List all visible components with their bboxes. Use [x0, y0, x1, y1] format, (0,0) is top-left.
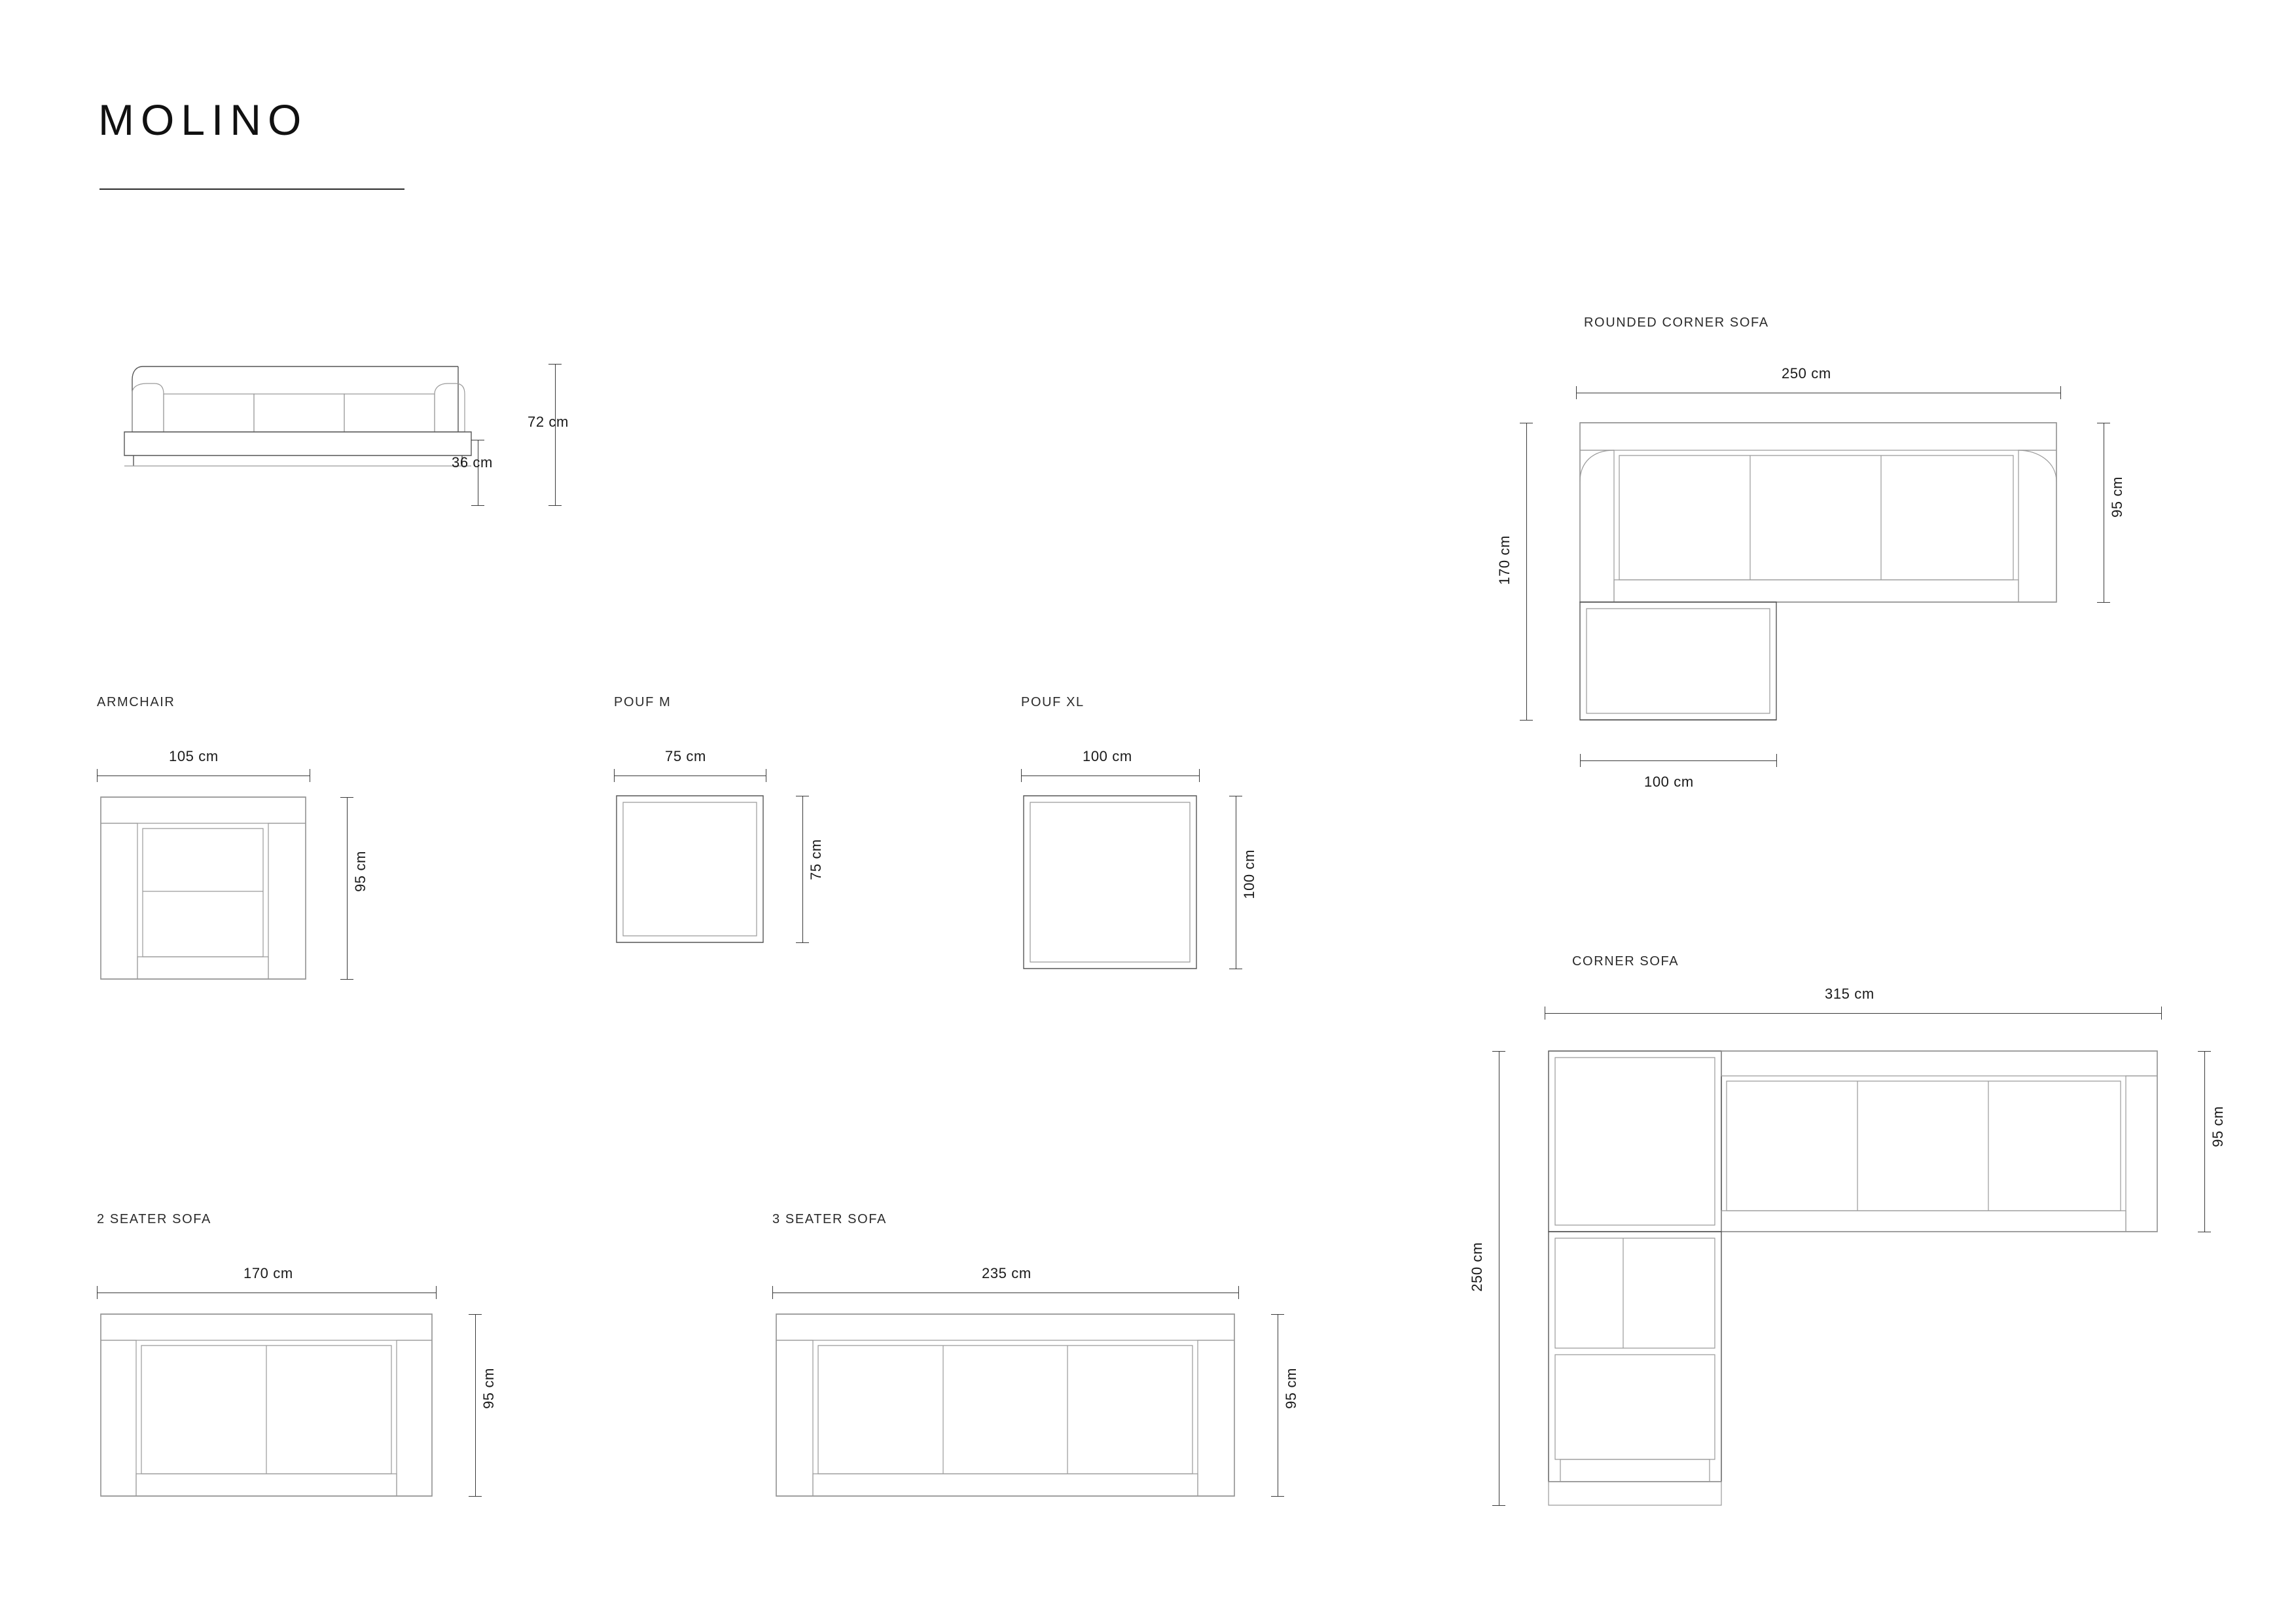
pouf-m-depth-tick-bottom: [796, 942, 809, 943]
rounded-corner-width: 250 cm: [1782, 365, 1831, 382]
pouf-m-label: POUF M: [614, 695, 672, 709]
armchair-depth-tick-bottom: [340, 979, 353, 980]
sofa-2-depth-line: [475, 1314, 476, 1496]
pouf-m-drawing: [614, 793, 766, 945]
sofa-3-depth-tick-bottom: [1271, 1496, 1284, 1497]
sofa-2-width-tick-left: [97, 1286, 98, 1299]
corner-sofa-back-depth-tick-top: [2198, 1051, 2211, 1052]
rounded-corner-back-depth-tick-bottom: [2097, 602, 2110, 603]
pouf-xl-width-tick-right: [1199, 769, 1200, 782]
corner-sofa-label: CORNER SOFA: [1572, 954, 1679, 969]
armchair-depth: 95 cm: [352, 851, 368, 892]
armchair-width-tick-left: [97, 769, 98, 782]
corner-sofa-width-line: [1545, 1013, 2161, 1014]
pouf-xl-width: 100 cm: [1083, 748, 1132, 764]
corner-sofa-back-depth-line: [2204, 1051, 2205, 1232]
rounded-corner-back-depth: 95 cm: [2109, 476, 2125, 518]
rounded-corner-width-tick-left: [1576, 386, 1577, 399]
sofa-2-width-tick-right: [436, 1286, 437, 1299]
sofa-3-width-tick-left: [772, 1286, 773, 1299]
sofa-3-depth: 95 cm: [1283, 1368, 1299, 1409]
sofa-3-width-tick-right: [1238, 1286, 1239, 1299]
rounded-corner-chaise-tick-right: [1776, 754, 1777, 767]
side-view-seat-height: 36 cm: [452, 454, 493, 471]
pouf-xl-depth: 100 cm: [1241, 849, 1257, 899]
armchair-width: 105 cm: [169, 748, 219, 764]
armchair-label: ARMCHAIR: [97, 695, 175, 709]
title-underline: [99, 188, 404, 190]
rounded-corner-depth: 170 cm: [1496, 535, 1513, 585]
pouf-m-width-tick-left: [614, 769, 615, 782]
pouf-m-width: 75 cm: [665, 748, 706, 764]
corner-sofa-width: 315 cm: [1825, 986, 1874, 1002]
sofa-2-depth: 95 cm: [480, 1368, 497, 1409]
side-view-drawing: [92, 353, 458, 497]
sofa-2-depth-tick-top: [469, 1314, 482, 1315]
rounded-corner-chaise-width: 100 cm: [1644, 774, 1694, 790]
seat-height-tick-bottom: [471, 505, 484, 506]
sofa-2-depth-tick-bottom: [469, 1496, 482, 1497]
side-view-height-line: [555, 364, 556, 505]
armchair-depth-tick-top: [340, 797, 353, 798]
pouf-m-depth-line: [802, 796, 803, 942]
corner-sofa-width-tick-right: [2161, 1007, 2162, 1020]
sofa-3-depth-tick-top: [1271, 1314, 1284, 1315]
pouf-xl-width-tick-left: [1021, 769, 1022, 782]
corner-sofa-drawing: [1545, 1047, 2161, 1512]
side-view-height-tick-bottom: [548, 505, 562, 506]
sofa-2-drawing: [97, 1310, 436, 1500]
corner-sofa-depth-tick-bottom: [1492, 1505, 1505, 1506]
sofa-2-width: 170 cm: [243, 1265, 293, 1281]
page-title: MOLINO: [98, 96, 308, 144]
armchair-depth-line: [347, 797, 348, 979]
corner-sofa-depth: 250 cm: [1469, 1242, 1485, 1292]
rounded-corner-sofa-label: ROUNDED CORNER SOFA: [1584, 315, 1769, 330]
side-view-height-tick-top: [548, 364, 562, 365]
corner-sofa-back-depth: 95 cm: [2210, 1106, 2226, 1147]
rounded-corner-width-tick-right: [2060, 386, 2061, 399]
rounded-corner-chaise-width-line: [1580, 760, 1776, 761]
pouf-m-depth: 75 cm: [808, 839, 824, 880]
side-view-total-height: 72 cm: [528, 414, 569, 430]
sofa-2-label: 2 SEATER SOFA: [97, 1212, 211, 1226]
rounded-corner-depth-line: [1526, 423, 1527, 720]
corner-sofa-depth-tick-top: [1492, 1051, 1505, 1052]
rounded-corner-chaise-tick-left: [1580, 754, 1581, 767]
rounded-corner-sofa-drawing: [1576, 419, 2060, 726]
sofa-3-width: 235 cm: [982, 1265, 1031, 1281]
sofa-3-label: 3 SEATER SOFA: [772, 1212, 887, 1226]
sofa-3-drawing: [772, 1310, 1238, 1500]
pouf-xl-drawing: [1021, 793, 1199, 971]
armchair-drawing: [97, 793, 310, 983]
pouf-xl-label: POUF XL: [1021, 695, 1085, 709]
rounded-corner-depth-tick-bottom: [1520, 720, 1533, 721]
